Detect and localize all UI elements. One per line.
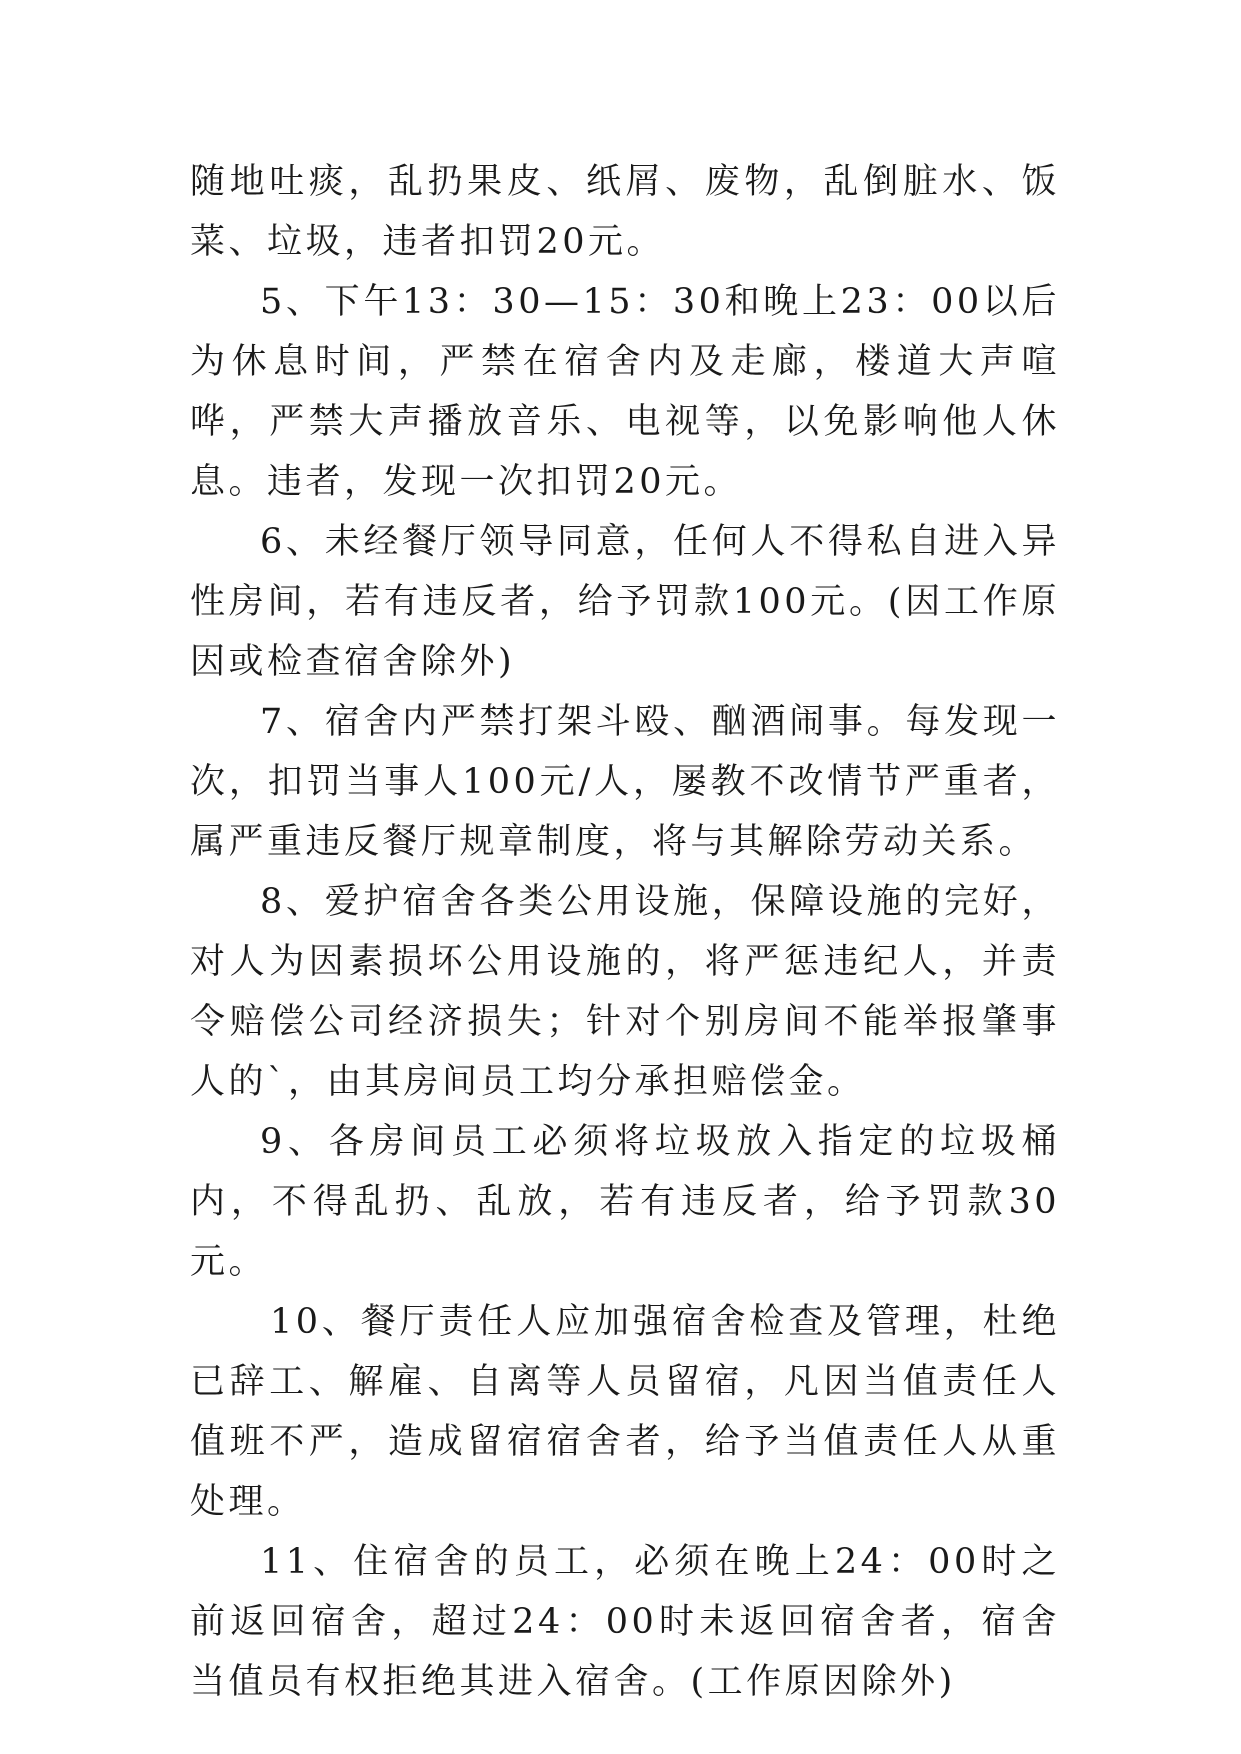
paragraph-rule-5: 5、下午13：30—15：30和晚上23：00以后为休息时间，严禁在宿舍内及走廊，楼道大声喧哗，严禁大声播放音乐、电视等，以免影响他人休息。违者，发现一次扣罚20元。 [190, 282, 1060, 502]
paragraph-rule-6: 6、未经餐厅领导同意，任何人不得私自进入异性房间，若有违反者，给予罚款100元。(因工作原因或检查宿舍除外) [190, 522, 1060, 682]
paragraph-rule-10: 10、餐厅责任人应加强宿舍检查及管理，杜绝已辞工、解雇、自离等人员留宿，凡因当值责任人值班不严，造成留宿宿舍者，给予当值责任人从重处理。 [190, 1302, 1060, 1522]
paragraph-continuation: 随地吐痰，乱扔果皮、纸屑、废物，乱倒脏水、饭菜、垃圾，违者扣罚20元。 [190, 162, 1060, 262]
document-page [190, 152, 1060, 1712]
paragraph-rule-11: 11、住宿舍的员工，必须在晚上24：00时之前返回宿舍，超过24：00时未返回宿舍者，宿舍当值员有权拒绝其进入宿舍。(工作原因除外) [190, 1542, 1060, 1702]
paragraph-rule-8: 8、爱护宿舍各类公用设施，保障设施的完好，对人为因素损坏公用设施的，将严惩违纪人，并责令赔偿公司经济损失；针对个别房间不能举报肇事人的`，由其房间员工均分承担赔偿金。 [190, 882, 1060, 1102]
paragraph-rule-9: 9、各房间员工必须将垃圾放入指定的垃圾桶内，不得乱扔、乱放，若有违反者，给予罚款30元。 [190, 1122, 1060, 1282]
paragraph-rule-7: 7、宿舍内严禁打架斗殴、酗酒闹事。每发现一次，扣罚当事人100元/人，屡教不改情节严重者，属严重违反餐厅规章制度，将与其解除劳动关系。 [190, 702, 1060, 862]
